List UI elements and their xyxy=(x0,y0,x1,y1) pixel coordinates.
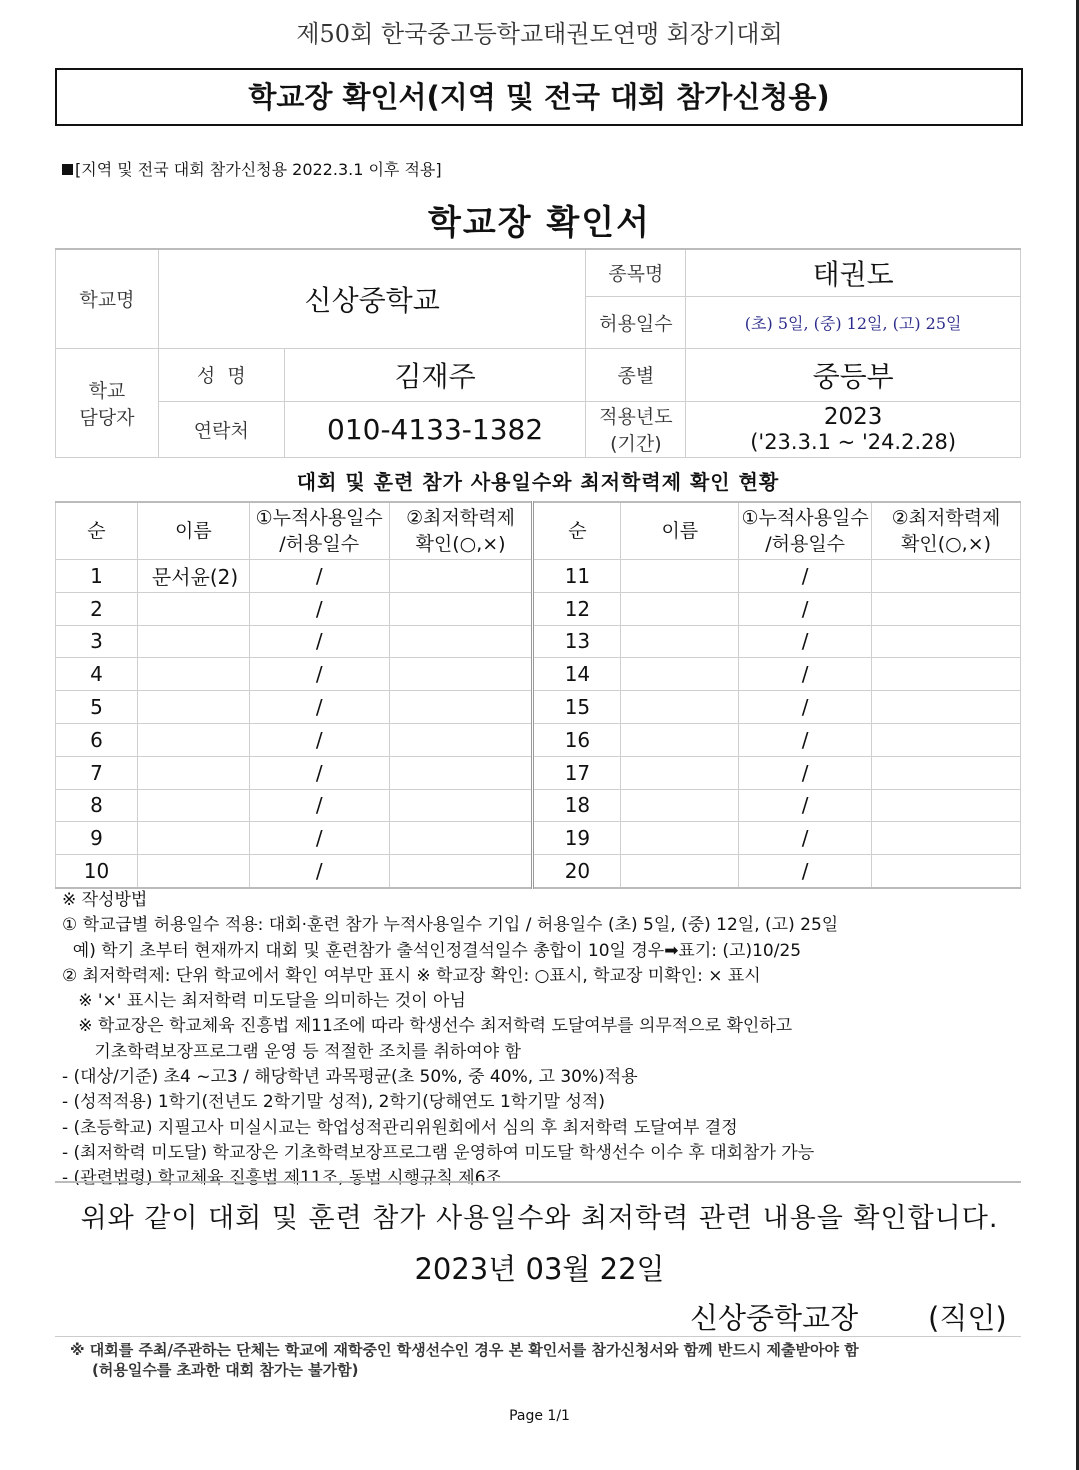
row-no-right: 14 xyxy=(533,658,621,691)
row-no: 9 xyxy=(56,822,138,855)
application-notice xyxy=(62,157,442,180)
year-value-line-2: ('23.3.1 ~ '24.2.28) xyxy=(750,430,957,454)
row-check-right xyxy=(872,723,1021,756)
allowed-days-label: 허용일수 xyxy=(586,296,686,348)
name-label: 성 명 xyxy=(158,348,284,401)
row-days: / xyxy=(249,756,389,789)
year-value-line-1: 2023 xyxy=(823,404,883,430)
official-seal-mark: (직인) xyxy=(928,1301,1007,1335)
row-days-right: / xyxy=(739,723,872,756)
row-no: 8 xyxy=(56,789,138,822)
school-info-table xyxy=(55,248,1021,458)
name-value: 김재주 xyxy=(284,348,586,401)
row-days: / xyxy=(249,658,389,691)
row-no-right: 13 xyxy=(533,625,621,658)
confirmation-statement: 위와 같이 대회 및 훈련 참가 사용일수와 최저학력 관련 내용을 확인합니다. xyxy=(80,1203,999,1234)
row-check-right xyxy=(872,592,1021,625)
col-header-no: 순 xyxy=(56,502,138,560)
row-check xyxy=(389,691,533,724)
row-no: 7 xyxy=(56,756,138,789)
row-check-right xyxy=(872,691,1021,724)
table-header-row xyxy=(56,502,1021,560)
row-check xyxy=(389,625,533,658)
footnote xyxy=(70,1340,1030,1380)
method-line: 기초학력보장프로그램 운영 등 적절한 조치를 취하여야 함 xyxy=(62,1041,521,1062)
notice-text: [지역 및 전국 대회 참가신청용 2022.3.1 이후 적용] xyxy=(75,160,442,179)
school-name-value: 신상중학교 xyxy=(158,249,586,348)
row-days-right: / xyxy=(739,822,872,855)
year-label-line-1: 적용년도 xyxy=(599,406,673,428)
row-no-right: 15 xyxy=(533,691,621,724)
method-line: - (대상/기준) 초4 ~고3 / 해당학년 과목평균(초 50%, 중 40%, 고 30%)적용 xyxy=(62,1067,638,1088)
row-days: / xyxy=(249,723,389,756)
row-check xyxy=(389,789,533,822)
row-days: / xyxy=(249,855,389,888)
row-check xyxy=(389,723,533,756)
col-header-days-right-line-1: ①누적사용일수 xyxy=(741,507,869,529)
row-name xyxy=(137,723,249,756)
row-name xyxy=(137,625,249,658)
footnote-line-1: ※ 대회를 주최/주관하는 단체는 학교에 재학중인 학생선수인 경우 본 확인서를 참가신청서와 함께 반드시 제출받아야 함 xyxy=(70,1341,859,1359)
row-days-right: / xyxy=(739,855,872,888)
contact-person-label xyxy=(56,348,159,457)
footnote-line-2: (허용일수를 초과한 대회 참가는 불가함) xyxy=(92,1361,359,1379)
row-days: / xyxy=(249,592,389,625)
row-check-right xyxy=(872,756,1021,789)
table-row xyxy=(56,658,1021,691)
sport-label: 종목명 xyxy=(586,249,686,296)
row-check-right xyxy=(872,625,1021,658)
divider xyxy=(55,1181,1021,1183)
document-title: 학교장 확인서 xyxy=(428,203,651,243)
method-line: ※ 학교장은 학교체육 진흥법 제11조에 따라 학생선수 최저학력 도달여부를 의무적으로 확인하고 xyxy=(62,1016,793,1037)
row-no-right: 16 xyxy=(533,723,621,756)
table-row xyxy=(56,855,1021,888)
table-row xyxy=(56,560,1021,593)
method-line: ※ '×' 표시는 최저학력 미도달을 의미하는 것이 아님 xyxy=(62,991,466,1012)
method-line: 예) 학기 초부터 현재까지 대회 및 훈련참가 출석인정결석일수 총합이 10일 경우➡표기: (고)10/25 xyxy=(62,940,802,961)
participation-status-table xyxy=(55,501,1021,889)
row-name-right xyxy=(621,560,739,593)
school-name-label: 학교명 xyxy=(56,249,159,348)
row-days-right: / xyxy=(739,756,872,789)
sport-value: 태권도 xyxy=(686,249,1021,296)
row-no: 10 xyxy=(56,855,138,888)
event-title: 제50회 한국중고등학교태권도연맹 회장기대회 xyxy=(296,20,783,48)
row-days-right: / xyxy=(739,691,872,724)
row-check-right xyxy=(872,658,1021,691)
row-name-right xyxy=(621,592,739,625)
row-name-right xyxy=(621,756,739,789)
division-value: 중등부 xyxy=(686,348,1021,401)
year-label-line-2: (기간) xyxy=(610,433,662,455)
method-line: ① 학교급별 허용일수 적용: 대회·훈련 참가 누적사용일수 기입 / 허용일수 (초) 5일, (중) 12일, (고) 25일 xyxy=(62,915,839,936)
method-line: ② 최저학력제: 단위 학교에서 확인 여부만 표시 ※ 학교장 확인: ○표시, 학교장 미확인: × 표시 xyxy=(62,965,761,986)
confirmation-date: 2023년 03월 22일 xyxy=(414,1252,665,1286)
method-line: - (초등학교) 지필고사 미실시교는 학업성적관리위원회에서 심의 후 최저학력 도달여부 결정 xyxy=(62,1117,738,1138)
row-name-right xyxy=(621,625,739,658)
row-name xyxy=(137,756,249,789)
col-header-no-right: 순 xyxy=(533,502,621,560)
row-check xyxy=(389,592,533,625)
table-row xyxy=(56,756,1021,789)
col-header-days-right xyxy=(739,502,872,560)
row-no: 2 xyxy=(56,592,138,625)
method-line: - (성적적용) 1학기(전년도 2학기말 성적), 2학기(당해연도 1학기말 성적) xyxy=(62,1092,605,1113)
col-header-check-right-line-1: ②최저학력제 xyxy=(891,507,1001,529)
row-no: 5 xyxy=(56,691,138,724)
table-row xyxy=(56,592,1021,625)
row-days: / xyxy=(249,560,389,593)
row-days-right: / xyxy=(739,789,872,822)
row-no: 3 xyxy=(56,625,138,658)
row-name xyxy=(137,789,249,822)
principal-signature: 신상중학교장 xyxy=(690,1301,859,1335)
applicable-year-value xyxy=(686,401,1021,457)
phone-value: 010-4133-1382 xyxy=(284,401,586,457)
status-section-title: 대회 및 훈련 참가 사용일수와 최저학력제 확인 현황 xyxy=(296,470,780,494)
row-days: / xyxy=(249,625,389,658)
row-no-right: 20 xyxy=(533,855,621,888)
form-title-box: 학교장 확인서(지역 및 전국 대회 참가신청용) xyxy=(55,68,1023,126)
row-check-right xyxy=(872,855,1021,888)
col-header-days xyxy=(249,502,389,560)
row-days-right: / xyxy=(739,560,872,593)
row-no: 4 xyxy=(56,658,138,691)
row-days: / xyxy=(249,789,389,822)
row-days-right: / xyxy=(739,592,872,625)
row-check xyxy=(389,855,533,888)
row-name-right xyxy=(621,789,739,822)
row-check xyxy=(389,658,533,691)
row-name xyxy=(137,822,249,855)
row-check-right xyxy=(872,789,1021,822)
table-row xyxy=(56,691,1021,724)
method-line: - (최저학력 미도달) 학교장은 기초학력보장프로그램 운영하여 미도달 학생선수 이수 후 대회참가 가능 xyxy=(62,1142,815,1163)
row-name-right xyxy=(621,658,739,691)
page-number: Page 1/1 xyxy=(509,1408,570,1424)
row-check xyxy=(389,756,533,789)
contact-label-line-1: 학교 xyxy=(88,379,126,402)
method-line: - (관련법령) 학교체육 진흥법 제11조, 동법 시행규칙 제6조 xyxy=(62,1168,502,1189)
table-row xyxy=(56,625,1021,658)
col-header-check-right-line-2: 확인(○,×) xyxy=(900,533,992,555)
row-check-right xyxy=(872,560,1021,593)
col-header-name-right: 이름 xyxy=(621,502,739,560)
bullet-square-icon xyxy=(62,164,73,175)
row-name xyxy=(137,658,249,691)
row-no-right: 12 xyxy=(533,592,621,625)
row-name xyxy=(137,855,249,888)
table-row xyxy=(56,822,1021,855)
row-name-right xyxy=(621,855,739,888)
table-row xyxy=(56,723,1021,756)
col-header-check-right xyxy=(872,502,1021,560)
applicable-year-label xyxy=(586,401,686,457)
method-heading: ※ 작성방법 xyxy=(62,890,148,910)
writing-method-notes xyxy=(62,888,1022,1192)
table-row xyxy=(56,789,1021,822)
row-name: 문서윤(2) xyxy=(137,560,249,593)
row-no-right: 17 xyxy=(533,756,621,789)
row-name xyxy=(137,592,249,625)
row-days: / xyxy=(249,822,389,855)
row-check xyxy=(389,822,533,855)
col-header-days-line-2: /허용일수 xyxy=(279,533,360,555)
row-check-right xyxy=(872,822,1021,855)
row-no-right: 18 xyxy=(533,789,621,822)
row-name xyxy=(137,691,249,724)
col-header-name: 이름 xyxy=(137,502,249,560)
row-name-right xyxy=(621,822,739,855)
row-days-right: / xyxy=(739,625,872,658)
row-name-right xyxy=(621,723,739,756)
row-name-right xyxy=(621,691,739,724)
row-no: 1 xyxy=(56,560,138,593)
contact-label-line-2: 담당자 xyxy=(79,406,135,429)
col-header-days-line-1: ①누적사용일수 xyxy=(255,507,383,529)
divider xyxy=(55,1336,1021,1337)
row-days: / xyxy=(249,691,389,724)
col-header-check-line-2: 확인(○,×) xyxy=(415,533,506,555)
row-no-right: 19 xyxy=(533,822,621,855)
col-header-check-line-1: ②최저학력제 xyxy=(406,507,515,529)
col-header-check xyxy=(389,502,533,560)
col-header-days-right-line-2: /허용일수 xyxy=(765,533,846,555)
row-check xyxy=(389,560,533,593)
row-no: 6 xyxy=(56,723,138,756)
phone-label: 연락처 xyxy=(158,401,284,457)
row-days-right: / xyxy=(739,658,872,691)
allowed-days-value: (초) 5일, (중) 12일, (고) 25일 xyxy=(686,296,1021,348)
division-label: 종별 xyxy=(586,348,686,401)
row-no-right: 11 xyxy=(533,560,621,593)
